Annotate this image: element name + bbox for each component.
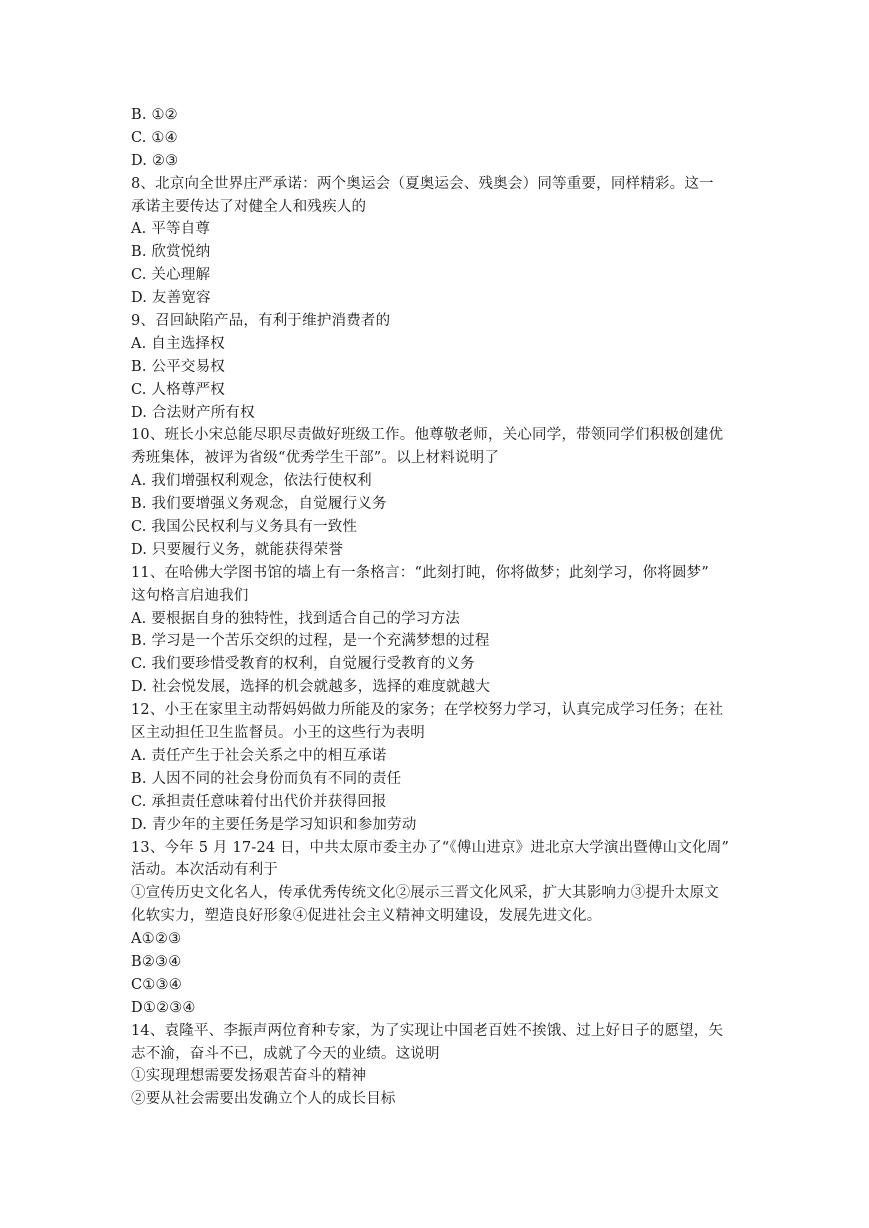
question-10-line-1: 10、班长小宋总能尽职尽责做好班级工作。他尊敬老师，关心同学，带领同学们积极创建优	[131, 427, 724, 444]
option-7c: C. ①④	[131, 129, 178, 146]
question-10-line-2: 秀班集体，被评为省级“优秀学生干部”。以上材料说明了	[131, 450, 500, 467]
option-11b: B. 学习是一个苦乐交织的过程，是一个充满梦想的过程	[131, 633, 490, 650]
option-8d: D. 友善宽容	[131, 290, 211, 307]
option-8b: B. 欣赏悦纳	[131, 244, 211, 261]
question-14-line-2: 志不渝，奋斗不已，成就了今天的业绩。这说明	[131, 1045, 440, 1062]
option-7d: D. ②③	[131, 152, 179, 169]
question-8-line-2: 承诺主要传达了对健全人和残疾人的	[131, 198, 367, 215]
question-9: 9、召回缺陷产品，有利于维护消费者的	[131, 313, 391, 330]
option-8a: A. 平等自尊	[131, 221, 211, 238]
option-9d: D. 合法财产所有权	[131, 404, 255, 421]
option-12d: D. 青少年的主要任务是学习知识和参加劳动	[131, 816, 417, 833]
document-page	[131, 104, 741, 1111]
option-9b: B. 公平交易权	[131, 358, 225, 375]
question-12-line-1: 12、小王在家里主动帮妈妈做力所能及的家务；在学校努力学习，认真完成学习任务；在社	[131, 702, 724, 719]
option-13c: C①③④	[131, 976, 182, 993]
option-13d: D①②③④	[131, 999, 196, 1016]
option-7b: B. ①②	[131, 107, 178, 123]
question-13-line-2: 活动。本次活动有利于	[131, 862, 278, 879]
option-9a: A. 自主选择权	[131, 335, 225, 352]
option-11a: A. 要根据自身的独特性，找到适合自己的学习方法	[131, 610, 460, 627]
option-11d: D. 社会悦发展，选择的机会就越多，选择的难度就越大	[131, 679, 491, 696]
option-13a: A①②③	[131, 931, 182, 948]
option-12c: C. 承担责任意味着付出代价并获得回报	[131, 793, 387, 810]
question-13-statements-line-1: ①宣传历史文化名人，传承优秀传统文化②展示三晋文化风采，扩大其影响力③提升太原文	[131, 885, 719, 902]
option-12a: A. 责任产生于社会关系之中的相互承诺	[131, 747, 387, 764]
question-12-line-2: 区主动担任卫生监督员。小王的这些行为表明	[131, 725, 425, 742]
option-10a: A. 我们增强权利观念，依法行使权利	[131, 473, 372, 490]
question-11-line-1: 11、在哈佛大学图书馆的墙上有一条格言：“此刻打盹，你将做梦；此刻学习，你将圆梦”	[131, 564, 709, 581]
question-14-line-1: 14、袁隆平、李振声两位育种专家，为了实现让中国老百姓不挨饿、过上好日子的愿望，矢	[131, 1022, 724, 1039]
question-14-statement-1: ①实现理想需要发扬艰苦奋斗的精神	[131, 1068, 367, 1085]
option-10c: C. 我国公民权利与义务具有一致性	[131, 519, 358, 536]
question-13-line-1: 13、今年 5 月 17-24 日，中共太原市委主办了“《傅山进京》进北京大学演出暨傅山文化周”	[131, 839, 730, 856]
option-10b: B. 我们要增强义务观念，自觉履行义务	[131, 496, 387, 513]
option-13b: B②③④	[131, 953, 182, 970]
question-13-statements-line-2: 化软实力，塑造良好形象④促进社会主义精神文明建设，发展先进文化。	[131, 908, 602, 925]
option-11c: C. 我们要珍惜受教育的权利，自觉履行受教育的义务	[131, 656, 475, 673]
option-10d: D. 只要履行义务，就能获得荣誉	[131, 541, 344, 558]
option-12b: B. 人因不同的社会身份而负有不同的责任	[131, 770, 402, 787]
question-14-statement-2: ②要从社会需要出发确立个人的成长目标	[131, 1091, 396, 1108]
question-11-line-2: 这句格言启迪我们	[131, 587, 249, 604]
option-9c: C. 人格尊严权	[131, 381, 225, 398]
question-8-line-1: 8、北京向全世界庄严承诺：两个奥运会（夏奥运会、残奥会）同等重要，同样精彩。这一	[131, 175, 714, 192]
option-8c: C. 关心理解	[131, 267, 211, 284]
